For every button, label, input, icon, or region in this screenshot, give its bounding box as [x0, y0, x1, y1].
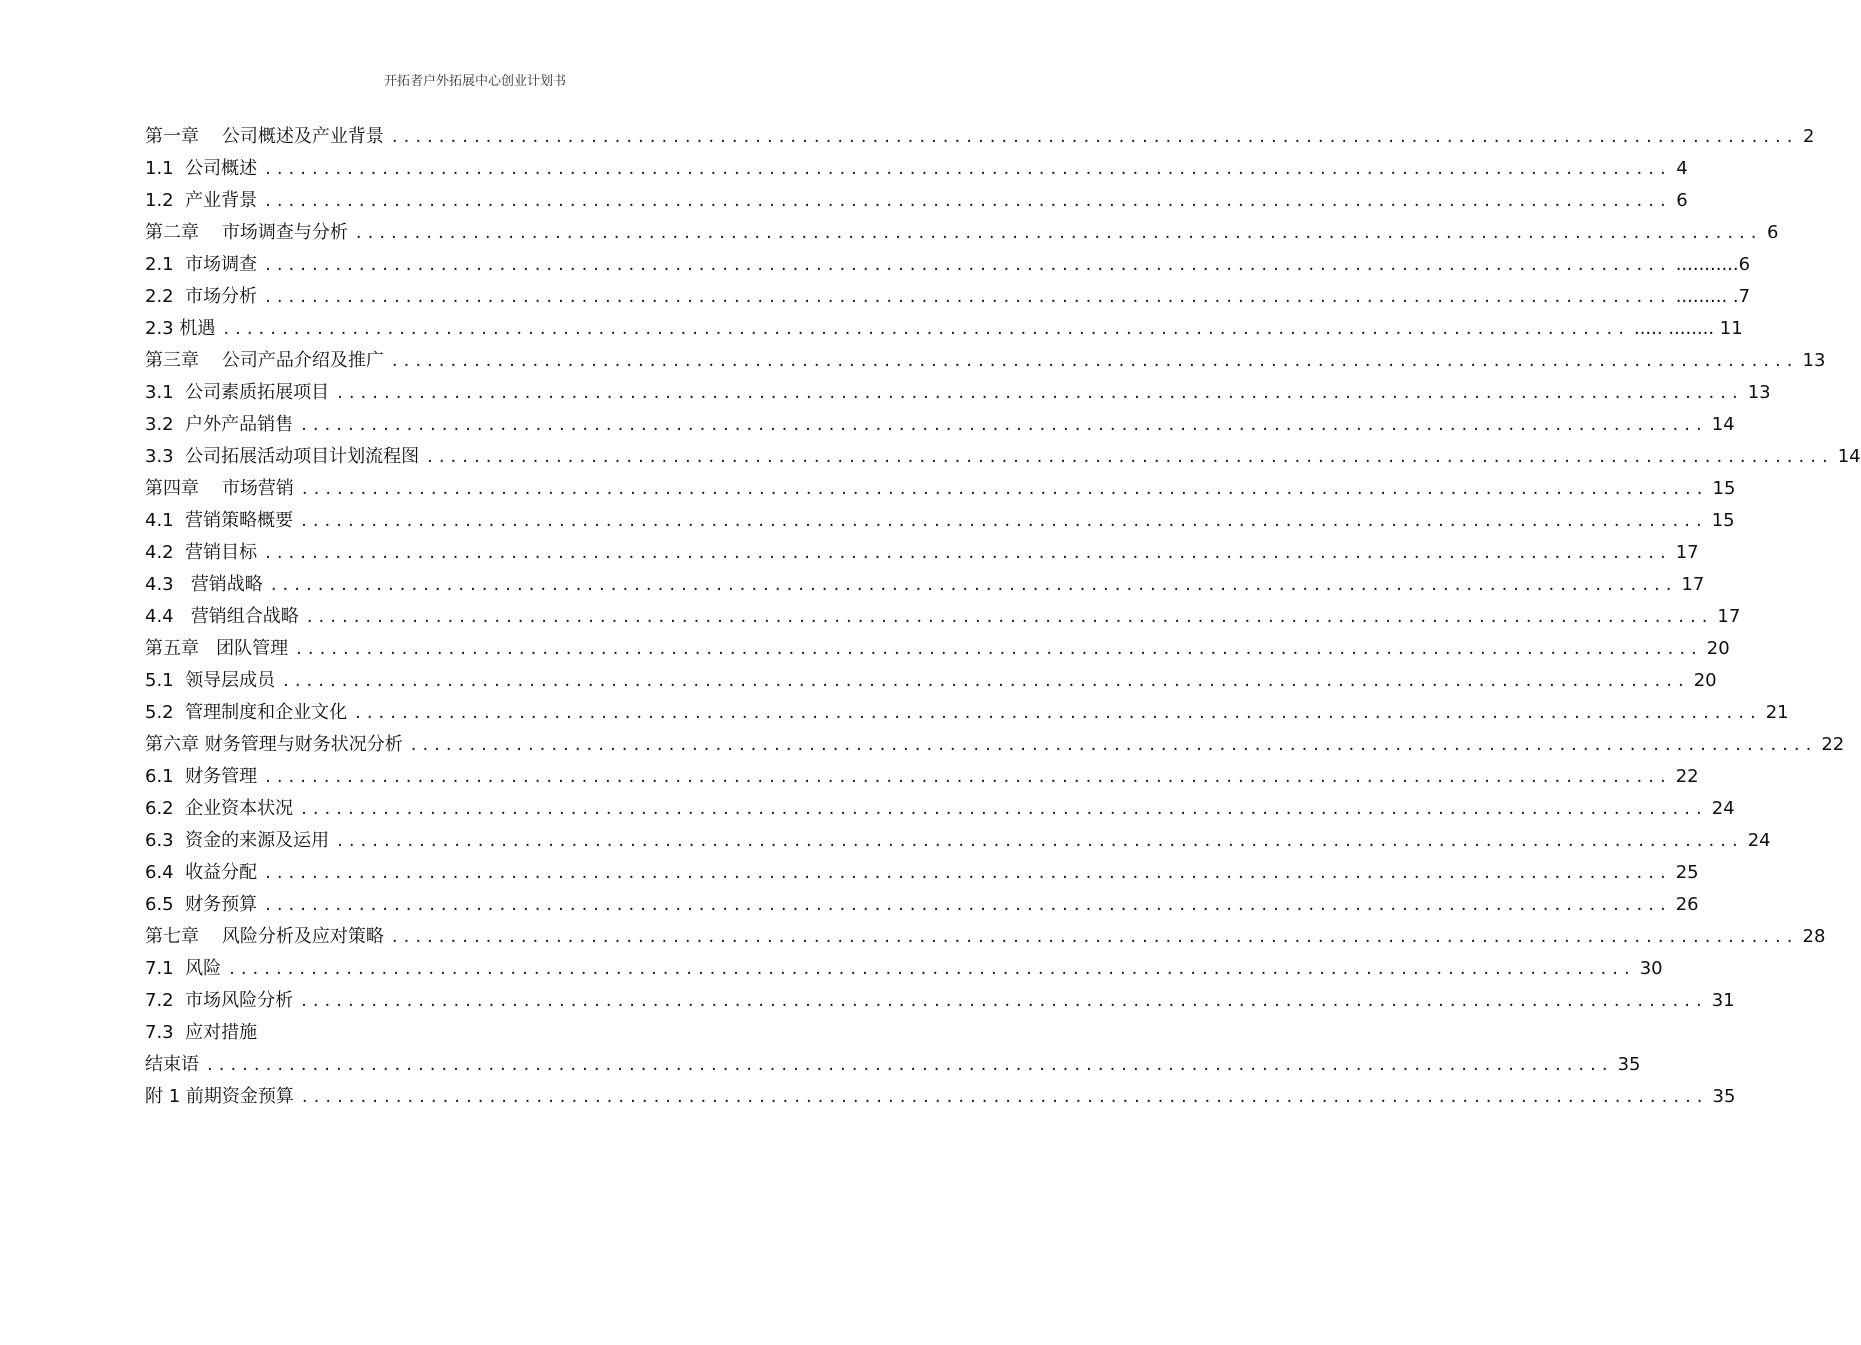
toc-entry-gap [174, 286, 185, 308]
toc-entry-title: 营销战略 [190, 574, 263, 595]
toc-entry-gap [199, 350, 222, 372]
toc-entry-page: 6 [1676, 190, 1688, 211]
toc-leader-dots: ........................................................................................................................ [301, 990, 1708, 1011]
toc-leader-dots: ........................................................................................................................ [207, 1054, 1614, 1075]
toc-entry-number: 2.3 [145, 318, 174, 339]
toc-entry-title: 应对措施 [185, 1022, 258, 1043]
toc-entry-gap [174, 1022, 185, 1044]
toc-leader-dots: ........................................................................................................................ [265, 542, 1672, 563]
toc-entry-number: 5.1 [145, 670, 174, 691]
toc-leader-dots: ........................................................................................................................ [391, 350, 1799, 371]
toc-entry-title: 公司产品介绍及推广 [221, 350, 384, 371]
toc-leader-dots: ........................................................................................................................ [265, 158, 1672, 179]
toc-entry-gap [199, 222, 222, 244]
toc-entry-number: 第四章 [145, 478, 199, 499]
toc-entry-page: 17 [1681, 574, 1705, 595]
toc-entry-gap [174, 958, 185, 980]
toc-entry-number: 6.3 [145, 830, 174, 851]
toc-entry[interactable] [145, 855, 1699, 887]
toc-entry-page: 13 [1747, 382, 1771, 403]
toc-leader-dots: ........................................................................................................................ [265, 766, 1672, 787]
toc-leader-dots: ........................................................................................................................ [306, 606, 1714, 627]
toc-entry-title: 市场调查与分析 [221, 222, 348, 243]
toc-entry-gap [174, 990, 185, 1012]
toc-entry-gap [199, 638, 216, 660]
toc-entry-gap [174, 606, 191, 628]
toc-entry-title: 产业背景 [185, 190, 258, 211]
toc-entry[interactable] [145, 1047, 1641, 1079]
toc-leader-dots: ........................................................................................................................ [391, 926, 1799, 947]
toc-entry-title: 市场调查 [185, 254, 258, 275]
toc-leader-dots: ........................................................................................................................ [223, 318, 1630, 339]
toc-entry-title: 市场风险分析 [185, 990, 294, 1011]
toc-entry-number: 第二章 [145, 222, 199, 243]
toc-leader-dots: ........................................................................................................................ [427, 446, 1834, 467]
toc-entry-number: 4.3 [145, 574, 174, 595]
toc-entry-title: 团队管理 [216, 638, 289, 659]
toc-entry[interactable] [145, 919, 1826, 951]
toc-entry[interactable] [145, 791, 1735, 823]
toc-entry-number: 2.2 [145, 286, 174, 307]
toc-entry-title: 管理制度和企业文化 [185, 702, 348, 723]
toc-leader-dots: ........................................................................................................................ [301, 478, 1709, 499]
toc-entry[interactable] [145, 375, 1771, 407]
toc-entry-page: 2 [1803, 126, 1815, 147]
table-of-contents [145, 119, 1861, 1111]
toc-entry-gap [174, 574, 191, 596]
toc-entry[interactable] [145, 823, 1771, 855]
toc-entry-page: 22 [1675, 766, 1699, 787]
toc-entry-number: 7.3 [145, 1022, 174, 1043]
toc-entry-title: 领导层成员 [185, 670, 276, 691]
toc-entry[interactable] [145, 535, 1699, 567]
toc-leader-dots: ........................................................................................................................ [301, 1086, 1709, 1107]
toc-entry-title: 户外产品销售 [185, 414, 294, 435]
toc-entry-page: 20 [1693, 670, 1717, 691]
toc-entry-number: 6.5 [145, 894, 174, 915]
toc-leader-dots: ........................................................................................................................ [355, 222, 1763, 243]
toc-entry-gap [174, 158, 185, 180]
toc-entry-page: 35 [1617, 1054, 1641, 1075]
toc-entry-gap [174, 894, 185, 916]
toc-leader-dots: ........................................................................................................................ [391, 126, 1799, 147]
toc-entry[interactable] [145, 279, 1751, 311]
toc-entry-number: 1.1 [145, 158, 174, 179]
toc-leader-dots: ........................................................................................................................ [410, 734, 1818, 755]
toc-leader-dots: ........................................................................................................................ [355, 702, 1762, 723]
toc-entry-page: 4 [1676, 158, 1688, 179]
toc-entry-number: 第三章 [145, 350, 199, 371]
toc-entry-title: 财务预算 [185, 894, 258, 915]
toc-entry-page: 35 [1712, 1086, 1736, 1107]
toc-entry-page: 14 [1837, 446, 1861, 467]
toc-entry-gap [174, 446, 185, 468]
toc-entry-title: 公司素质拓展项目 [185, 382, 330, 403]
toc-entry-gap [174, 414, 185, 436]
toc-entry-number: 5.2 [145, 702, 174, 723]
toc-entry-number: 6.2 [145, 798, 174, 819]
toc-leader-dots: ........................................................................................................................ [337, 382, 1744, 403]
toc-entry-title: 资金的来源及运用 [185, 830, 330, 851]
toc-entry-page: ...........6 [1675, 254, 1751, 275]
toc-entry-title: 收益分配 [185, 862, 258, 883]
toc-entry-title: 营销组合战略 [190, 606, 299, 627]
toc-entry-title: 风险 [185, 958, 222, 979]
toc-entry-number: 第六章 [145, 734, 199, 755]
toc-entry-page: ......... .7 [1675, 286, 1751, 307]
toc-entry-page: ..... ........ 11 [1633, 318, 1743, 339]
toc-entry-title: 公司概述 [185, 158, 258, 179]
toc-entry[interactable] [145, 695, 1789, 727]
toc-entry-page: 25 [1675, 862, 1699, 883]
toc-entry-title: 营销策略概要 [185, 510, 294, 531]
toc-entry-title: 公司概述及产业背景 [221, 126, 384, 147]
toc-entry-title: 市场营销 [221, 478, 294, 499]
toc-entry-page: 13 [1802, 350, 1826, 371]
toc-entry-number: 第七章 [145, 926, 199, 947]
toc-entry-page: 15 [1711, 510, 1735, 531]
toc-entry[interactable] [145, 567, 1705, 599]
toc-entry-gap [199, 478, 222, 500]
toc-entry[interactable] [145, 119, 1815, 151]
toc-entry[interactable] [145, 471, 1736, 503]
toc-entry-number: 4.1 [145, 510, 174, 531]
toc-entry[interactable] [145, 343, 1826, 375]
toc-entry-number: 2.1 [145, 254, 174, 275]
toc-entry-number: 附 1 [145, 1086, 181, 1107]
toc-entry-page: 24 [1747, 830, 1771, 851]
toc-entry[interactable] [145, 951, 1663, 983]
toc-entry-gap [174, 862, 185, 884]
toc-leader-dots: ........................................................................................................................ [301, 510, 1708, 531]
toc-entry-title: 营销目标 [185, 542, 258, 563]
toc-entry[interactable] [145, 1015, 805, 1047]
toc-entry-number: 第五章 [145, 638, 199, 659]
toc-entry-page: 17 [1675, 542, 1699, 563]
toc-leader-dots: ........................................................................................................................ [301, 414, 1708, 435]
toc-entry-title: 财务管理与财务状况分析 [204, 734, 403, 755]
toc-entry-gap [174, 542, 185, 564]
toc-entry[interactable] [145, 727, 1845, 759]
toc-entry-title: 风险分析及应对策略 [221, 926, 384, 947]
toc-entry[interactable] [145, 183, 1688, 215]
toc-entry[interactable] [145, 759, 1699, 791]
toc-entry-number: 4.2 [145, 542, 174, 563]
toc-entry[interactable] [145, 311, 1743, 343]
toc-entry[interactable] [145, 439, 1861, 471]
toc-entry-page: 28 [1802, 926, 1826, 947]
toc-entry-page: 31 [1711, 990, 1735, 1011]
toc-entry[interactable] [145, 407, 1735, 439]
toc-entry-number: 4.4 [145, 606, 174, 627]
toc-entry-gap [174, 798, 185, 820]
toc-entry-gap [174, 670, 185, 692]
toc-entry-title: 财务管理 [185, 766, 258, 787]
toc-entry-page: 24 [1711, 798, 1735, 819]
toc-entry-gap [174, 190, 185, 212]
toc-entry-page: 30 [1639, 958, 1663, 979]
toc-entry[interactable] [145, 247, 1751, 279]
toc-entry-title: 公司拓展活动项目计划流程图 [185, 446, 420, 467]
toc-entry-number: 第一章 [145, 126, 199, 147]
toc-leader-dots: ........................................................................................................................ [265, 190, 1672, 211]
toc-leader-dots: ........................................................................................................................ [283, 670, 1690, 691]
toc-leader-dots: ........................................................................................................................ [270, 574, 1678, 595]
toc-entry-number: 7.1 [145, 958, 174, 979]
toc-entry-title: 企业资本状况 [185, 798, 294, 819]
toc-entry[interactable] [145, 599, 1741, 631]
toc-entry-gap [174, 830, 185, 852]
toc-entry[interactable] [145, 1079, 1736, 1111]
toc-entry-gap [174, 510, 185, 532]
toc-entry-page: 20 [1706, 638, 1730, 659]
toc-leader-dots: ........................................................................................................................ [265, 862, 1672, 883]
toc-entry[interactable] [145, 151, 1688, 183]
toc-entry-gap [199, 126, 222, 148]
toc-entry[interactable] [145, 215, 1779, 247]
toc-leader-dots: ........................................................................................................................ [229, 958, 1636, 979]
toc-leader-dots: ........................................................................................................................ [296, 638, 1703, 659]
toc-entry-gap [174, 382, 185, 404]
toc-entry-page: 26 [1675, 894, 1699, 915]
toc-entry-gap [174, 702, 185, 724]
toc-entry-number: 7.2 [145, 990, 174, 1011]
toc-entry-page: 14 [1711, 414, 1735, 435]
toc-entry[interactable] [145, 503, 1735, 535]
toc-entry-gap [199, 926, 222, 948]
toc-entry[interactable] [145, 887, 1699, 919]
toc-entry-number: 6.4 [145, 862, 174, 883]
toc-entry-title: 机遇 [179, 318, 216, 339]
toc-entry-number: 1.2 [145, 190, 174, 211]
toc-leader-dots: ........................................................................................................................ [265, 254, 1672, 275]
toc-entry-gap [174, 766, 185, 788]
page-header: 开拓者户外拓展中心创业计划书 [383, 74, 566, 89]
toc-entry[interactable] [145, 663, 1717, 695]
toc-entry-number: 3.1 [145, 382, 174, 403]
toc-entry-page: 21 [1765, 702, 1789, 723]
toc-entry-title: 结束语 [145, 1054, 199, 1075]
toc-leader-dots: ........................................................................................................................ [301, 798, 1708, 819]
toc-leader-dots: ........................................................................................................................ [265, 286, 1672, 307]
toc-entry-page: 17 [1717, 606, 1741, 627]
toc-entry[interactable] [145, 631, 1730, 663]
toc-entry-page: 22 [1821, 734, 1845, 755]
toc-entry-title: 前期资金预算 [185, 1086, 294, 1107]
toc-leader-dots: ........................................................................................................................ [265, 894, 1672, 915]
toc-entry[interactable] [145, 983, 1735, 1015]
toc-entry-gap [174, 254, 185, 276]
toc-entry-number: 3.3 [145, 446, 174, 467]
toc-entry-number: 3.2 [145, 414, 174, 435]
toc-leader-dots: ........................................................................................................................ [337, 830, 1744, 851]
toc-entry-page: 6 [1767, 222, 1779, 243]
toc-entry-title: 市场分析 [185, 286, 258, 307]
toc-entry-number: 6.1 [145, 766, 174, 787]
toc-entry-page: 15 [1712, 478, 1736, 499]
